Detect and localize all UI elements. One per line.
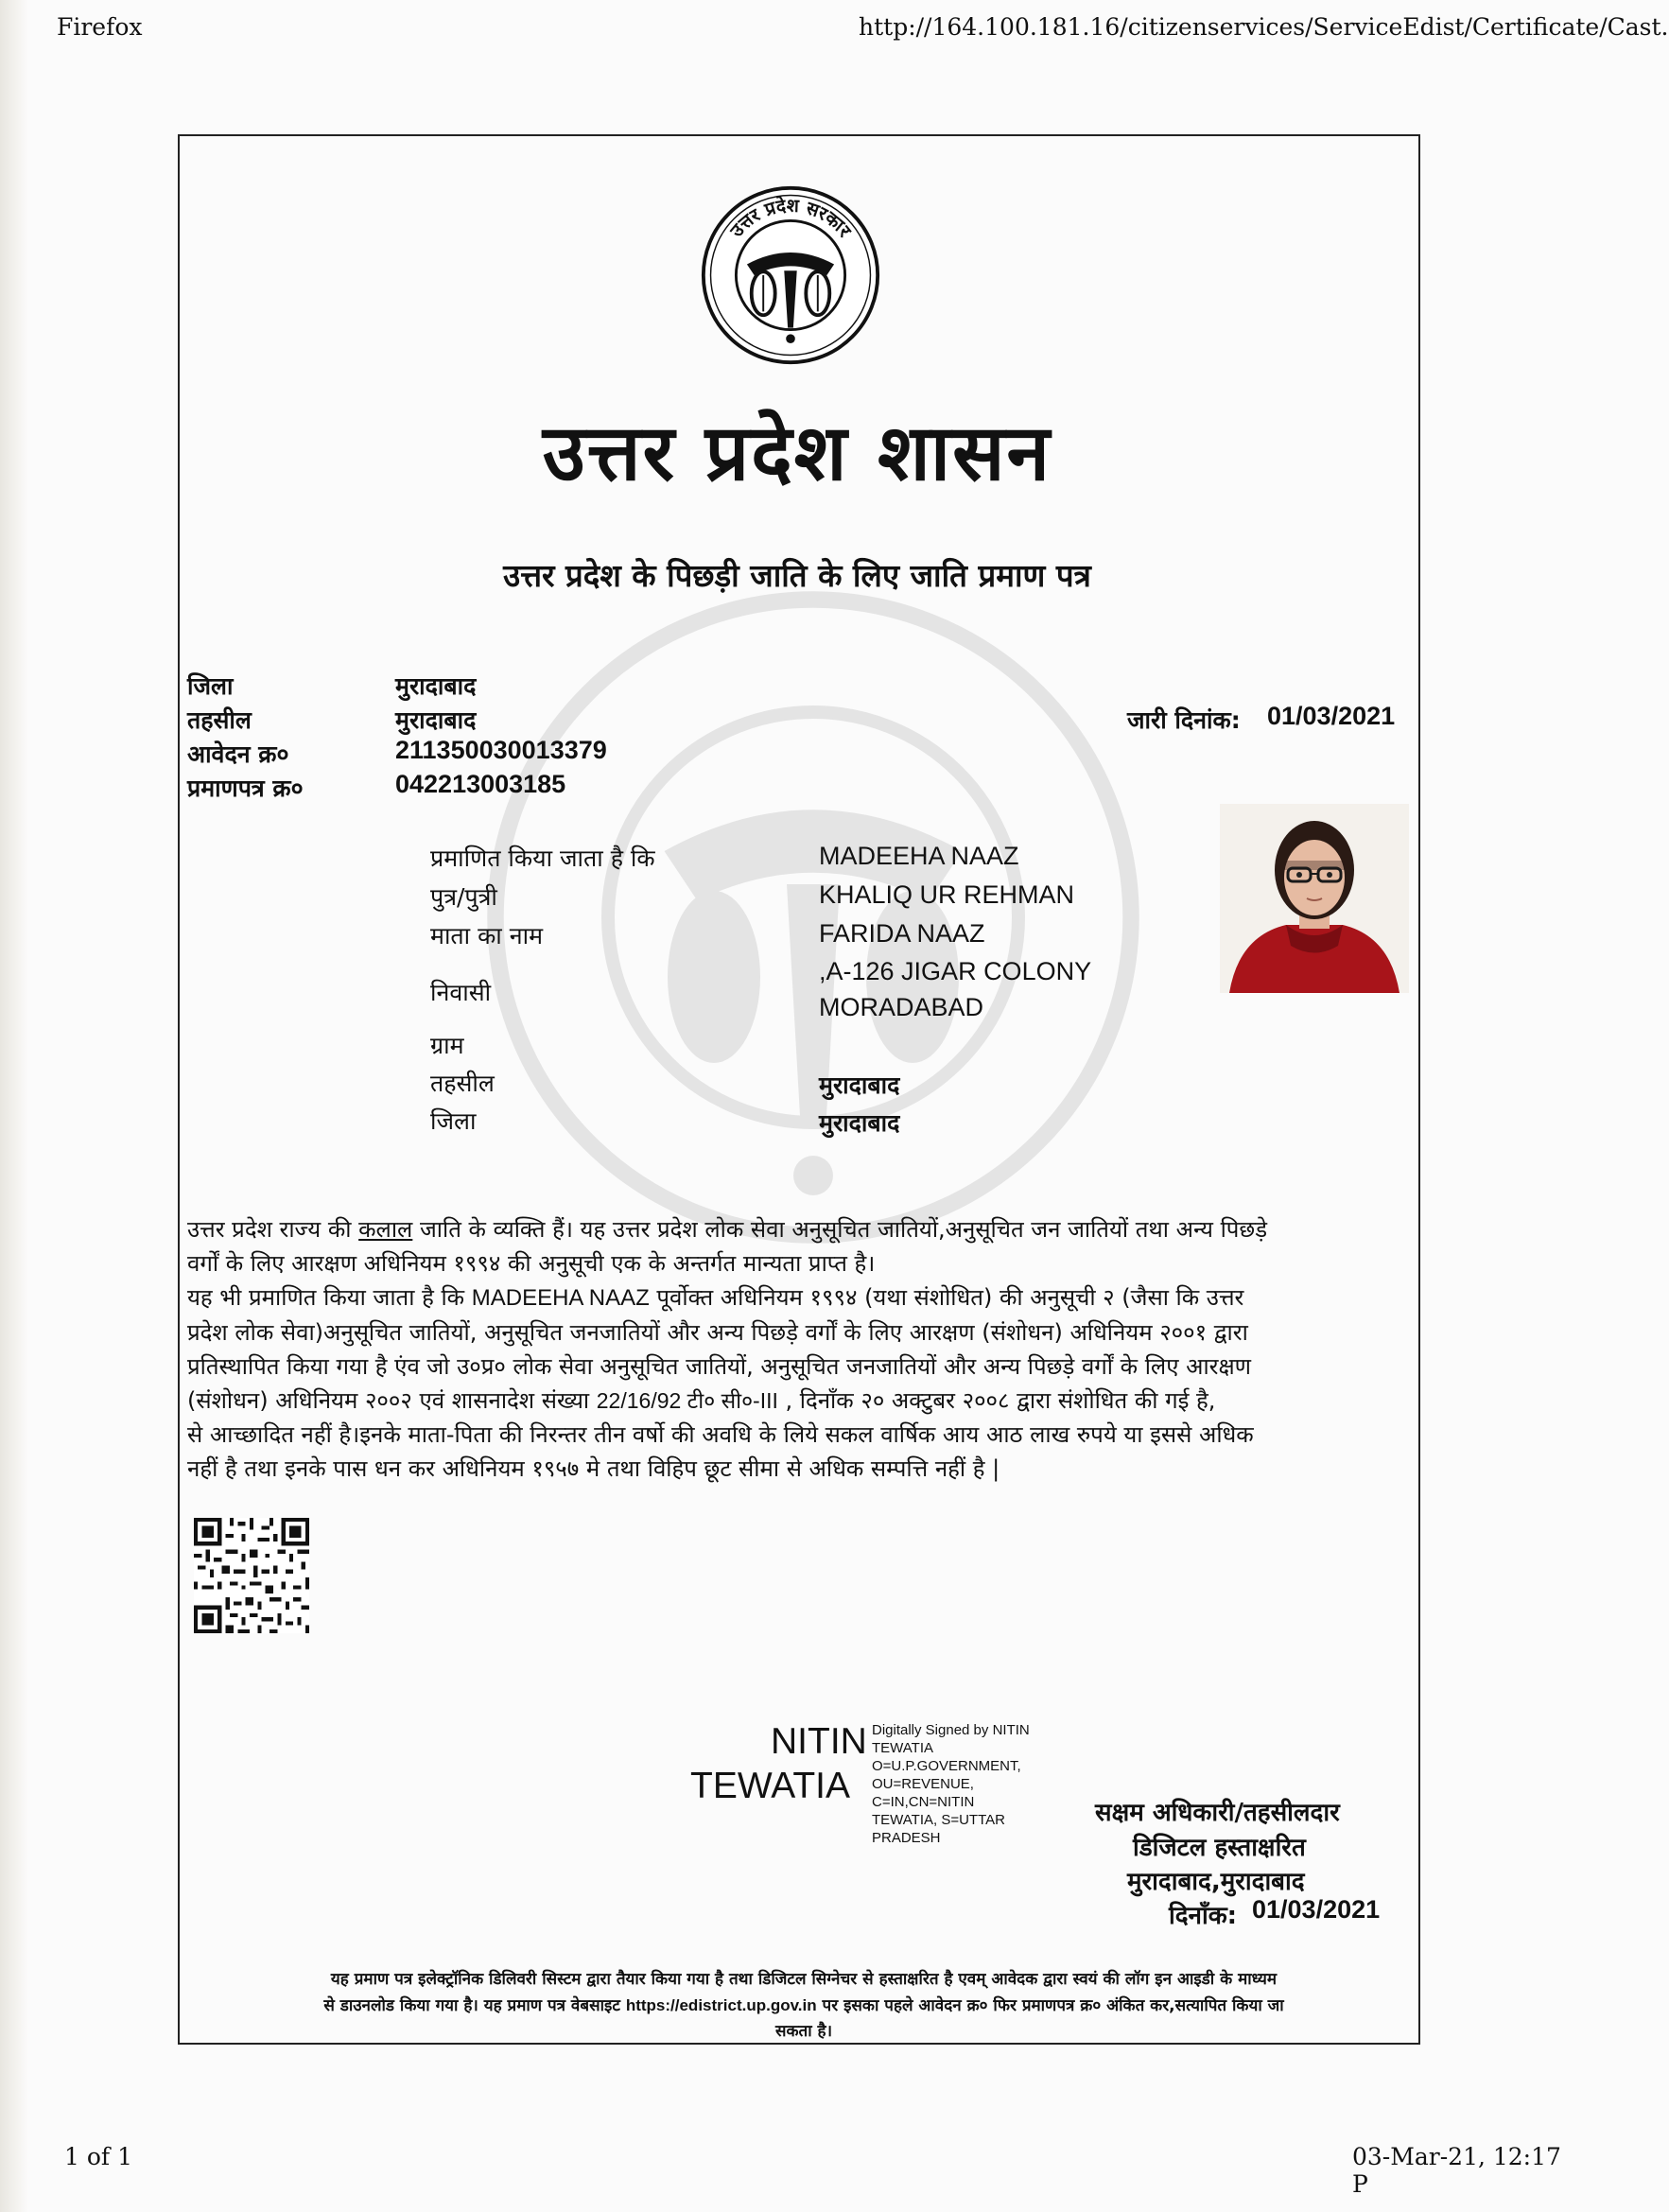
detail-label: निवासी (430, 979, 492, 1006)
government-title: उत्तर प्रदेश शासन (542, 408, 1052, 498)
emblem-text: उत्तर प्रदेश सरकार (725, 194, 856, 242)
signature-detail-line: TEWATIA (872, 1740, 933, 1756)
signature-detail-line: TEWATIA, S=UTTAR (872, 1812, 1005, 1828)
body-line-8: नहीं है तथा इनके पास धन कर अधिनियम १९५७ मे तथा विहिप छूट सीमा से अधिक सम्पत्ति नहीं है | (187, 1455, 1000, 1482)
tehsil-value: मुरादाबाद (395, 706, 477, 734)
authority-date-value: 01/03/2021 (1252, 1895, 1381, 1924)
signature-detail-line: C=IN,CN=NITIN (872, 1794, 975, 1810)
body-line-4: प्रदेश लोक सेवा)अनुसूचित जातियों, अनुसूचित जनजातियों और अन्य पिछड़े वर्गों के लिए आरक्षण (संशोधन) अधिनियम २००१ द्वारा (187, 1319, 1248, 1346)
up-government-emblem-icon (700, 184, 881, 366)
verification-website-link[interactable]: https://edistrict.up.gov.in (625, 1996, 817, 2014)
signature-detail-line: Digitally Signed by NITIN (872, 1722, 1030, 1738)
caste-name: कलाल (358, 1216, 413, 1243)
qr-code-icon (194, 1518, 309, 1633)
district-label: जिला (187, 672, 234, 700)
page-count: 1 of 1 (64, 2143, 133, 2170)
signer-name-line-1: NITIN (771, 1721, 867, 1762)
applicant-photo (1220, 804, 1409, 993)
government-order-number: 22/16/92 टी० सी०-III (596, 1388, 778, 1413)
detail-label: जिला (430, 1107, 477, 1135)
mother-name: FARIDA NAAZ (819, 919, 985, 948)
signature-detail-line: OU=REVENUE, (872, 1776, 974, 1792)
detail-label: ग्राम (430, 1032, 464, 1059)
application-number-label: आवेदन क्र० (187, 740, 289, 768)
detail-label: माता का नाम (430, 922, 544, 949)
address-line-2: MORADABAD (819, 993, 984, 1021)
issue-date-label: जारी दिनांक: (1127, 706, 1241, 734)
issue-date-value: 01/03/2021 (1267, 702, 1396, 730)
body-line-2: वर्गों के लिए आरक्षण अधिनियम १९९४ की अनुसूची एक के अन्तर्गत मान्यता प्राप्त है। (187, 1250, 876, 1277)
signature-detail-line: PRADESH (872, 1830, 941, 1846)
signer-name-line-2: TEWATIA (690, 1766, 850, 1806)
certificate-footnote (194, 1967, 1414, 2045)
body-applicant-name: MADEEHA NAAZ (471, 1285, 650, 1311)
certificate-number-value: 042213003185 (395, 770, 566, 798)
detail-label: पुत्र/पुत्री (430, 883, 497, 911)
footnote-line-3: सकता है। (774, 2022, 833, 2041)
footnote-line-1: यह प्रमाण पत्र इलेक्ट्रॉनिक डिलिवरी सिस्टम द्वारा तैयार किया गया है तथा डिजिटल सिग्नेचर से हस्ताक्षरित है एवम् आवेदक द्वारा स्वयं की लॉग इन आइडी के माध्यम (330, 1970, 1278, 1989)
watermark-emblem-icon (482, 586, 1144, 1248)
detail-district-value: मुरादाबाद (819, 1109, 900, 1137)
body-line-7: से आच्छादित नहीं है।इनके माता-पिता की निरन्तर तीन वर्षो की अवधि के लिये सकल वार्षिक आय आठ लाख रुपये या इससे अधिक (187, 1421, 1254, 1448)
print-timestamp: 03-Mar-21, 12:17 P (1352, 2143, 1561, 2198)
body-line-3: यह भी प्रमाणित किया जाता है कि MADEEHA NAAZ पूर्वोक्त अधिनियम १९९४ (यथा संशोधित) की अनुसूची २ (जैसा कि उत्तर (187, 1284, 1244, 1311)
tehsil-label: तहसील (187, 706, 252, 734)
certificate-body (187, 1212, 1407, 1486)
detail-tehsil-value: मुरादाबाद (819, 1071, 900, 1099)
body-line-5: प्रतिस्थापित किया गया है एंव जो उ०प्र० लोक सेवा अनुसूचित जातियों, अनुसूचित जनजातियों और अन्य पिछड़े वर्गों के लिए आरक्षण (187, 1353, 1252, 1380)
page-url: http://164.100.181.16/citizenservices/ServiceEdist/Certificate/Cast. (859, 13, 1669, 41)
authority-digital-signed: डिजिटल हस्ताक्षरित (1133, 1834, 1306, 1862)
district-value: मुरादाबाद (395, 672, 477, 700)
body-line-6: (संशोधन) अधिनियम २००२ एवं शासनादेश संख्या 22/16/92 टी० सी०-III , दिनाँक २० अक्टुबर २००८ द्वारा संशोधित की गई है, (187, 1387, 1216, 1414)
authority-place: मुरादाबाद,मुरादाबाद (1127, 1868, 1305, 1896)
address-line-1: ,A-126 JIGAR COLONY (819, 957, 1092, 985)
signature-detail-line: O=U.P.GOVERNMENT, (872, 1758, 1021, 1774)
certificate-number-label: प्रमाणपत्र क्र० (187, 775, 304, 802)
application-number-value: 211350030013379 (395, 736, 607, 764)
digital-signature-details (872, 1721, 1061, 1847)
browser-name: Firefox (57, 13, 143, 41)
applicant-name: MADEEHA NAAZ (819, 842, 1019, 870)
body-line-1: उत्तर प्रदेश राज्य की कलाल जाति के व्यक्ति हैं। यह उत्तर प्रदेश लोक सेवा अनुसूचित जातियों,अनुसूचित जन जातियों तथा अन्य पिछड़े (187, 1216, 1268, 1243)
footnote-line-2: से डाउनलोड किया गया है। यह प्रमाण पत्र वेबसाइट https://edistrict.up.gov.in पर इसका पहले आवेदन क्र० फिर प्रमाणपत्र क्र० अंकित कर,सत्यापित किया जा (323, 1996, 1284, 2015)
detail-label: तहसील (430, 1070, 495, 1097)
certificate-subtitle: उत्तर प्रदेश के पिछड़ी जाति के लिए जाति प्रमाण पत्र (503, 557, 1091, 594)
detail-label: प्रमाणित किया जाता है कि (430, 845, 655, 872)
scan-edge-shadow (0, 0, 28, 2212)
authority-designation: सक्षम अधिकारी/तहसीलदार (1095, 1799, 1340, 1827)
parent-name: KHALIQ UR REHMAN (819, 880, 1075, 909)
authority-date-label: दिनाँक: (1169, 1902, 1238, 1930)
